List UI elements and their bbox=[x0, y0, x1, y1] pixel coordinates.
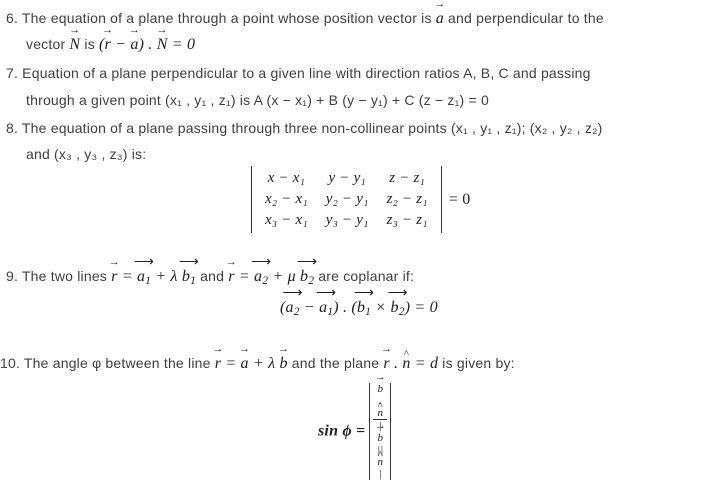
det-cell: y − y₁ bbox=[328, 170, 366, 186]
determinant-equation bbox=[251, 166, 470, 233]
item-text: and the plane bbox=[291, 355, 380, 371]
formula-plane: r → . n ^ = d bbox=[383, 355, 438, 372]
item-number: 8. bbox=[6, 120, 19, 136]
formula-n-vector: N → bbox=[69, 36, 80, 53]
formula-coplanar-condition: ($a_2$ ⟶ − $a_1$ ⟶) . ($b_1$ ⟶ × $b_2$ ⟶) = 0 bbox=[280, 299, 438, 318]
det-row bbox=[256, 210, 437, 231]
item-text: is bbox=[84, 36, 95, 52]
item-text: The equation of a plane passing through three non-collinear points (x₁ , y₁ , z₁); (x₂ , y₂ , z₂) bbox=[21, 120, 603, 136]
item-8-line-2 bbox=[26, 146, 146, 162]
det-row bbox=[256, 189, 437, 210]
item-text: and (x₃ , y₃ , z₃) is: bbox=[26, 146, 147, 162]
item-number: 10. bbox=[0, 355, 21, 371]
item-8-line-1 bbox=[6, 120, 603, 136]
fraction-numerator: b → . n ^ bbox=[373, 383, 387, 420]
item-6-line-2 bbox=[26, 36, 195, 54]
formula-a-vector: a → bbox=[436, 10, 444, 27]
item-text: and perpendicular to the bbox=[448, 10, 604, 26]
item-text: through a given point (x₁ , y₁ , z₁) is A (x − x₁) + B (y − y₁) + C (z − z₁) = 0 bbox=[26, 92, 489, 108]
det-cell: x₂ − x₁ bbox=[265, 191, 308, 207]
item-text: Equation of a plane perpendicular to a given line with direction ratios A, B, C and passing bbox=[22, 65, 591, 81]
item-number: 6. bbox=[6, 10, 19, 26]
fraction-denominator: | b → || n ^ | bbox=[373, 420, 387, 480]
formula-line: r → = a → + λ b → bbox=[215, 355, 288, 372]
det-cell: x − x₁ bbox=[267, 170, 306, 186]
det-cell: y₂ − y₁ bbox=[325, 191, 369, 207]
item-number: 7. bbox=[6, 65, 19, 81]
formula-angle bbox=[318, 383, 391, 480]
formula-plane-vector-form: (r → − a →) . N → = 0 bbox=[99, 36, 195, 53]
det-cell: z₂ − z₁ bbox=[386, 191, 428, 207]
item-number: 9. bbox=[6, 268, 19, 284]
item-text: and bbox=[200, 268, 225, 284]
item-text: The angle φ between the line bbox=[23, 355, 211, 371]
formula-line-1: r → = $a_1$ ⟶ + λ $b_1$ ⟶ bbox=[111, 268, 196, 285]
item-text: The two lines bbox=[21, 268, 108, 284]
item-text: is given by: bbox=[442, 355, 515, 371]
det-cell: z − z₁ bbox=[389, 170, 425, 186]
item-text: are coplanar if: bbox=[318, 268, 415, 284]
item-text: vector bbox=[26, 36, 66, 52]
det-equals-zero: = 0 bbox=[448, 190, 471, 208]
fraction bbox=[373, 383, 387, 480]
item-text: The equation of a plane through a point whose position vector is bbox=[21, 10, 432, 26]
item-10-line-1 bbox=[0, 355, 515, 373]
det-cell: x₃ − x₁ bbox=[265, 212, 308, 228]
det-row bbox=[256, 168, 437, 189]
det-cell: y₃ − y₁ bbox=[325, 212, 369, 228]
item-7-line-1 bbox=[6, 65, 591, 81]
item-7-line-2 bbox=[26, 92, 489, 108]
formula-line-2: r → = $a_2$ ⟶ + μ $b_2$ ⟶ bbox=[228, 268, 314, 285]
det-cell: z₃ − z₁ bbox=[386, 212, 428, 228]
sin-label: sin ϕ = bbox=[318, 422, 366, 440]
abs-value-bars bbox=[369, 383, 391, 480]
item-9-line-1 bbox=[6, 268, 414, 287]
determinant bbox=[251, 166, 442, 233]
item-6-line-1 bbox=[6, 10, 604, 28]
